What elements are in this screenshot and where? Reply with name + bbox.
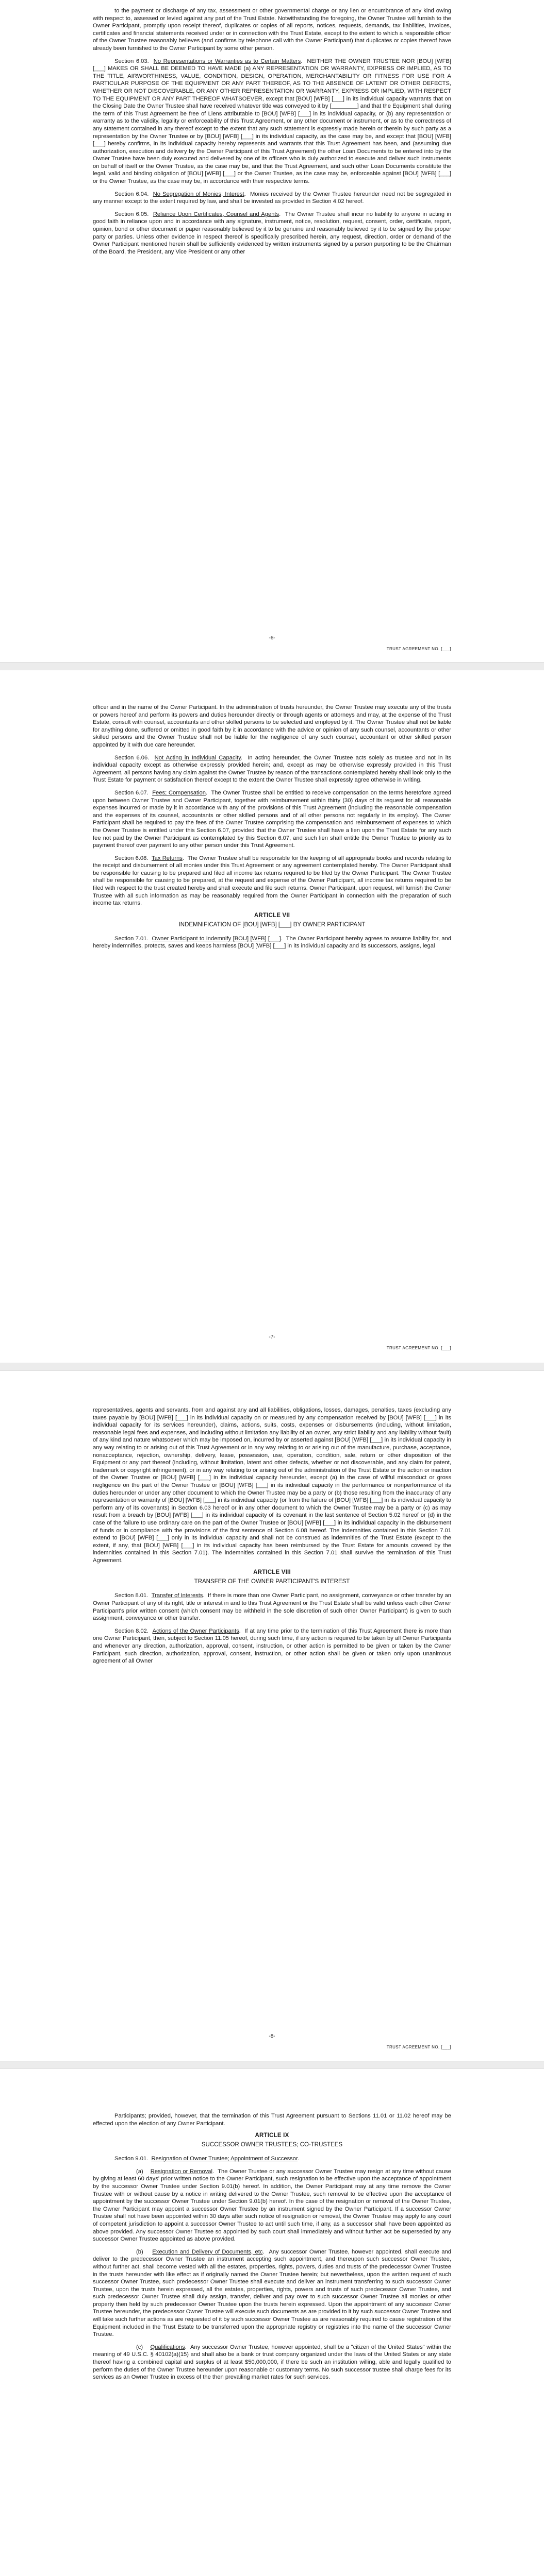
- subsection-text: Any successor Owner Trustee, however appointed, shall be a "citizen of the United States" within the meaning of 49 U.S.C. § 40102(a)(15) and shall also be a bank or trust company organized under the laws of the United States or any state thereof having a combined capital and surplus of at least $50,000,000, if there be such an institution willing, able and legally qualified to perform the duties of the Owner Trustee hereunder upon reasonable or customary terms. No such successor trustee shall charge fees for its services as an Owner Trustee in excess of the then prevailing market rates for such services.: [93, 2344, 452, 2381]
- section-title: Actions of the Owner Participants: [152, 1628, 239, 1634]
- article-title: ARTICLE IX: [255, 2132, 289, 2139]
- section-number: Section 6.07.: [114, 789, 149, 796]
- document-page-7: [0, 704, 544, 955]
- page-separator: [0, 1363, 544, 1371]
- section-text: Monies received by the Owner Trustee hereunder need not be segregated in any manner except to the extent required by law, and shall be invested as provided in Section 4.02 hereof.: [93, 191, 452, 205]
- page-number: -8-: [269, 2033, 275, 2039]
- subsection-label: (c): [136, 2344, 143, 2350]
- section-9-01: Section 9.01. Resignation of Owner Trustee; Appointment of Successor.: [114, 2156, 300, 2162]
- article-title: ARTICLE VIII: [253, 1569, 291, 1576]
- section-title: Not Acting in Individual Capacity: [154, 754, 241, 761]
- subsection-title: Qualifications: [150, 2344, 185, 2350]
- section-number: Section 6.05.: [114, 211, 149, 217]
- section-6-04: Section 6.04. No Segregation of Monies; Interest. Monies received by the Owner Trustee hereunder need not be segregated in any manner except to the extent required by law, and shall be invested as provided in Section 4.02 hereof.: [93, 191, 452, 205]
- section-title: Tax Returns: [152, 855, 183, 861]
- section-number: Section 9.01.: [114, 2156, 149, 2162]
- subsection-text: Any successor Owner Trustee, however appointed, shall execute and deliver to the predecessor Owner Trustee an instrument accepting such appointment, and thereupon such successor Owner Trustee, without further act, shall become vested with all the estates, properties, rights, powers, duties and trusts of the predecessor Owner Trustee in the trusts hereunder with like effect as if originally named the Owner Trustee herein; but nevertheless, upon the written request of such successor Owner Trustee, such predecessor Owner Trustee shall execute and deliver an instrument transferring to such successor Owner Trustee, upon the trusts herein expressed, all the estates, properties, rights, powers and trusts of such predecessor Owner Trustee, and such predecessor Owner Trustee shall duly assign, transfer, deliver and pay over to such successor Owner Trustee all monies or other property then held by such predecessor Owner Trustee upon the trusts herein expressed. Upon the appointment of any successor Owner Trustee hereunder, the predecessor Owner Trustee will execute such documents as are provided to it by such successor Owner Trustee and will take such further actions as are requested of it by such successor Owner Trustee as are reasonably required to cause registration of the Equipment included in the Trust Estate to be transferred upon the appropriate registry or registries into the name of the successor Owner Trustee.: [93, 2248, 451, 2338]
- page-separator: [0, 662, 544, 670]
- section-title: Reliance Upon Certificates, Counsel and Agents: [153, 211, 279, 217]
- subsection-label: (a): [136, 2168, 143, 2175]
- subsection-b: (b) Execution and Delivery of Documents, etc. Any successor Owner Trustee, however appointed, shall execute and deliver to the predecessor Owner Trustee an instrument accepting such appointment, and thereupon such successor Owner Trustee, without further act, shall become vested with all the estates, properties, rights, powers, duties and trusts of the predecessor Owner Trustee in the trusts hereunder with like effect as if originally named the Owner Trustee herein; but nevertheless, upon the written request of such successor Owner Trustee, such predecessor Owner Trustee shall execute and deliver an instrument transferring to such successor Owner Trustee, upon the trusts herein expressed, all the estates, properties, rights, powers and trusts of such predecessor Owner Trustee, and such predecessor Owner Trustee shall duly assign, transfer, deliver and pay over to such successor Owner Trustee all monies or other property then held by such predecessor Owner Trustee upon the trusts herein expressed. Upon the appointment of any successor Owner Trustee hereunder, the predecessor Owner Trustee will execute such documents as are provided to it by such successor Owner Trustee and will take such further actions as are requested of it by such successor Owner Trustee as are reasonably required to cause registration of the Equipment included in the Trust Estate to be transferred upon the appropriate registry or registries into the name of the successor Owner Trustee.: [93, 2248, 451, 2338]
- section-text: In acting hereunder, the Owner Trustee acts solely as trustee and not in its individual capacity except as otherwise expressly provided herein; and, except as may be otherwise expressly provided in this Trust Agreement, all persons having any claim against the Owner Trustee by reason of the transactions contemplated hereby shall look only to the Trust Estate for payment or satisfaction thereof except to the extent the Owner Trustee shall expressly agree otherwise in writing.: [93, 754, 451, 784]
- paragraph: to the payment or discharge of any tax, assessment or other governmental charge or any lien or encumbrance of any kind owing with respect to, assessed or levied against any part of the Trust Estate. Notwithstanding the foregoing, the Owner Trustee will furnish to the Owner Participant, promptly upon receipt thereof, duplicates or copies of all reports, notices, requests, demands, tax liabilities, invoices, certificates and financial statements received under or in connection with the Trust Estate, except to the extent to which a responsible officer of the Owner Trustee reasonably believes (and confirms by telephone call with the Owner Participant) that duplicates or copies thereof have already been furnished to the Owner Participant by some other person.: [93, 8, 451, 52]
- section-title: No Segregation of Monies; Interest: [153, 191, 244, 197]
- section-8-02: Section 8.02. Actions of the Owner Participants. If at any time prior to the termination of this Trust Agreement there is more than one Owner Participant, then, subject to Section 11.05 hereof, during such time, if any action is required to be taken by all Owner Participants and whenever any direction, authorization, approval, consent, instruction, or other action is permitted to be given or taken by the Owner Participant, such direction, authorization, approval, consent, instruction, or other action shall be given or taken only upon unanimous agreement of all Owner: [93, 1628, 451, 1665]
- section-text: The Owner Trustee shall be entitled to receive compensation on the terms heretofore agreed upon between Owner Trustee and Owner Participant, together with reimbursement within thirty (30) days of its request for all reasonable expenses incurred or made by it in accordance with any of the provisions of this Trust Agreement (including the reasonable compensation and the expenses of its counsel, accountants or other skilled persons and of all other persons not regularly in its employ). The Owner Participant shall be required to pay the fees of the Owner Trustee comprising the compensation and reimbursement of expenses to which the Owner Trustee is entitled under this Section 6.07, provided that the Owner Trustee shall have a lien upon the Trust Estate for any such fee not paid by the Owner Participant as contemplated by this Section 6.07, and such lien shall entitle the Owner Trustee to priority as to payment thereof over payment to any other person under this Trust Agreement.: [93, 789, 452, 849]
- paragraph: officer and in the name of the Owner Participant. In the administration of trusts hereunder, the Owner Trustee may execute any of the trusts or powers hereof and perform its powers and duties hereunder directly or through agents or attorneys and may, at the expense of the Trust Estate, consult with counsel, accountants and other skilled persons to be selected and employed by it. The Owner Trustee shall not be liable for anything done, suffered or omitted in good faith by it in accordance with the advice or opinion of any such counsel, accountants or other skilled persons and the Owner Trustee shall not be liable for the negligence of any such counsel, accountant or other skilled person appointed by it with due care hereunder.: [93, 704, 451, 748]
- section-text: NEITHER THE OWNER TRUSTEE NOR [BOU] [WFB] [___] MAKES OR SHALL BE DEEMED TO HAVE MADE (a) ANY REPRESENTATION OR WARRANTY, EXPRESS OR IMPLIED, AS TO THE TITLE, AIRWORTHINESS, VALUE, CONDITION, DESIGN, OPERATION, MERCHANTABILITY OR FITNESS FOR USE FOR A PARTICULAR PURPOSE OF THE EQUIPMENT OR ANY PART THEREOF, AS TO THE ABSENCE OF LATENT OR OTHER DEFECTS, WHETHER OR NOT DISCOVERABLE, OR ANY OTHER REPRESENTATION OR WARRANTY, EXPRESS OR IMPLIED, WITH RESPECT TO THE EQUIPMENT OR ANY PART THEREOF WHATSOEVER, except that [BOU] [WFB] [___] in its individual capacity warrants that on the Closing Date the Owner Trustee shall have received whatever title was conveyed to it by [________] and that the Equipment shall during the term of this Trust Agreement be free of Liens attributable to [BOU] [WFB] [___] in its individual capacity, or (b) any representation or warranty as to the validity, legality or enforceability of this Trust Agreement, or any other document or instrument, or as to the correctness of any statement contained in any thereof except to the extent that any such statement is expressly made herein or therein by such party as a representation by the Owner Trustee or by [BOU] [WFB] [___] in its individual capacity, as the case may be, and except that [BOU] [WFB] [___] hereby confirms, in its individual capacity hereby represents and warrants that this Trust Agreement has been, and (assuming due authorization, execution and delivery by the Owner Participant of this Trust Agreement) the other Loan Documents to be entered into by the Owner Trustee have been duly executed and delivered by one of its officers who is duly authorized to execute and deliver such instruments on behalf of itself or the Owner Trustee, as the case may be, and that the Trust Agreement, and such other Loan Documents constitute the legal, valid and binding obligation of [BOU] [WFB] [___] or the Owner Trustee, as the case may be, enforceable against [BOU] [WFB] [___] or the Owner Trustee, as the case may be, in accordance with their respective terms.: [93, 58, 452, 185]
- section-title: Owner Participant to Indemnify [BOU] [WFB] [___]: [152, 935, 281, 942]
- subsection-a: (a) Resignation or Removal. The Owner Trustee or any successor Owner Trustee may resign at any time without cause by giving at least 60 days' prior written notice to the Owner Participant, such resignation to be effective upon the acceptance of appointment by the successor Owner Trustee under Section 9.01(b) hereof. In addition, the Owner Participant may at any time remove the Owner Trustee with or without cause by a notice in writing delivered to the Owner Trustee, such removal to be effective upon the acceptance of appointment by the successor Owner Trustee under Section 9.01(b) hereof. In the case of the resignation or removal of the Owner Trustee, the Owner Participant may appoint a successor Owner Trustee by an instrument signed by the Owner Participant. If a successor Owner Trustee shall not have been appointed within 30 days after such notice of resignation or removal, the Owner Trustee may apply to any court of competent jurisdiction to appoint a successor Owner Trustee to act until such time, if any, as a successor shall have been appointed as above provided. Any successor Owner Trustee so appointed by such court shall immediately and without further act be superseded by any successor Owner Trustee appointed as above provided.: [93, 2168, 451, 2243]
- section-number: Section 8.01.: [114, 1592, 149, 1599]
- subsection-text: The Owner Trustee or any successor Owner Trustee may resign at any time without cause by giving at least 60 days' prior written notice to the Owner Participant, such resignation to be effective upon the acceptance of appointment by the successor Owner Trustee under Section 9.01(b) hereof. In addition, the Owner Participant may at any time remove the Owner Trustee with or without cause by a notice in writing delivered to the Owner Trustee, such removal to be effective upon the acceptance of appointment by the successor Owner Trustee under Section 9.01(b) hereof. In the case of the resignation or removal of the Owner Trustee, the Owner Participant may appoint a successor Owner Trustee by an instrument signed by the Owner Participant. If a successor Owner Trustee shall not have been appointed within 30 days after such notice of resignation or removal, the Owner Trustee may apply to any court of competent jurisdiction to appoint a successor Owner Trustee to act until such time, if any, as a successor shall have been appointed as above provided. Any successor Owner Trustee so appointed by such court shall immediately and without further act be superseded by any successor Owner Trustee appointed as above provided.: [93, 2168, 451, 2243]
- section-number: Section 6.03.: [114, 58, 149, 64]
- paragraph: Participants; provided, however, that the termination of this Trust Agreement pursuant to Sections 11.01 or 11.02 hereof may be effected upon the election of any Owner Participant.: [93, 2113, 451, 2127]
- document-page-9: [0, 2112, 544, 2386]
- document-page-6: [0, 7, 544, 261]
- section-8-01: Section 8.01. Transfer of Interests. If there is more than one Owner Participant, no assignment, conveyance or other transfer by an Owner Participant of any of its right, title or interest in and to this Trust Agreement or the Trust Estate shall be valid unless each other Owner Participant's prior written consent (which consent may be withheld in the sole discretion of such other Owner Participant) is given to such assignment, conveyance or other transfer.: [93, 1592, 452, 1622]
- document-page-8: [0, 1406, 544, 1670]
- section-text: The Owner Trustee shall incur no liability to anyone in acting in good faith in reliance upon and in accordance with any signature, instrument, notice, resolution, request, consent, order, certificate, report, opinion, bond or other document or paper reasonably believed by it to be genuine and reasonably believed by it to be signed by the proper party or parties. Unless other evidence in respect thereof is specifically prescribed herein, any request, direction, order or demand of the Owner Participant mentioned herein shall be sufficiently evidenced by written instruments signed by a person purporting to be the Chairman of the Board, the President, any Vice President or any other: [93, 211, 452, 255]
- footer-agreement-label: TRUST AGREEMENT NO. [___]: [386, 2045, 451, 2049]
- footer-agreement-label: TRUST AGREEMENT NO. [___]: [386, 1346, 451, 1350]
- section-6-07: Section 6.07. Fees; Compensation. The Owner Trustee shall be entitled to receive compensation on the terms heretofore agreed upon between Owner Trustee and Owner Participant, together with reimbursement within thirty (30) days of its request for all reasonable expenses incurred or made by it in accordance with any of the provisions of this Trust Agreement (including the reasonable compensation and the expenses of its counsel, accountants or other skilled persons and of all other persons not regularly in its employ). The Owner Participant shall be required to pay the fees of the Owner Trustee comprising the compensation and reimbursement of expenses to which the Owner Trustee is entitled under this Section 6.07, provided that the Owner Trustee shall have a lien upon the Trust Estate for any such fee not paid by the Owner Participant as contemplated by this Section 6.07, and such lien shall entitle the Owner Trustee to priority as to payment thereof over payment to any other person under this Trust Agreement.: [93, 789, 452, 849]
- section-text: The Owner Participant hereby agrees to assume liability for, and hereby indemnifies, protects, saves and keeps harmless [BOU] [WFB] [___] in its individual capacity and its successors, assigns, legal: [93, 935, 451, 950]
- article-title: ARTICLE VII: [254, 912, 290, 919]
- subsection-label: (b): [136, 2248, 143, 2255]
- section-title: Resignation of Owner Trustee; Appointment of Successor: [151, 2156, 298, 2162]
- page-separator: [0, 2061, 544, 2069]
- section-6-06: Section 6.06. Not Acting in Individual Capacity. In acting hereunder, the Owner Trustee acts solely as trustee and not in its individual capacity except as otherwise expressly provided herein; and, except as may be otherwise expressly provided in this Trust Agreement, all persons having any claim against the Owner Trustee by reason of the transactions contemplated hereby shall look only to the Trust Estate for payment or satisfaction thereof except to the extent the Owner Trustee shall expressly agree otherwise in writing.: [93, 754, 451, 784]
- paragraph: representatives, agents and servants, from and against any and all liabilities, obligations, losses, damages, penalties, taxes (excluding any taxes payable by [BOU] [WFB] [___] in its individual capacity on or measured by any compensation received by [BOU] [WFB] [___] in its individual capacity for its services hereunder), claims, actions, suits, costs, expenses or disbursements (including, without limitation, reasonable legal fees and expenses, and including without limitation any liability of an owner, any strict liability and any liability without fault) of any kind and nature whatsoever which may be imposed on, incurred by or asserted against [BOU] [WFB] [___] in its individual capacity in any way relating to or arising out of this Trust Agreement or in any way relating to or arising out of the manufacture, purchase, acceptance, nonacceptance, rejection, ownership, delivery, lease, possession, use, operation, condition, sale, return or other disposition of the Equipment or any part thereof (including, without limitation, latent and other defects, whether or not discoverable, and any claim for patent, trademark or copyright infringement), or in any way relating to or arising out of the administration of the Trust Estate or the action or inaction of the Owner Trustee or [BOU] [WFB] [___] in its individual capacity hereunder, except (a) in the case of willful misconduct or gross negligence on the part of the Owner Trustee or [BOU] [WFB] [___] in its individual capacity in the performance or nonperformance of its duties hereunder or under any other document to which the Owner Trustee may be a party or (b) those resulting from the inaccuracy of any representation or warranty of [BOU] [WFB] [___] in its individual capacity (or from the failure of [BOU] [WFB] [___] in its individual capacity to perform any of its covenants) in Section 6.03 hereof or in any other document to which the Owner Trustee may be a party or (c) as may result from a breach by [BOU] [WFB] [___] in its individual capacity of its covenant in the last sentence of Section 5.02 hereof or (d) in the case of the failure to use ordinary care on the part of the Owner Trustee or [BOU] [WFB] [___] in its individual capacity in the disbursement of funds or in compliance with the provisions of the first sentence of Section 6.08 hereof. The indemnities contained in this Section 7.01 extend to [BOU] [WFB] [___] only in its individual capacity and shall not be construed as indemnities of the Trust Estate (except to the extent, if any, that [BOU] [WFB] [___] in its individual capacity has been reimbursed by the Trust Estate for amounts covered by the indemnities contained in this Section 7.01). The indemnities contained in this Section 7.01 shall survive the termination of this Trust Agreement.: [93, 1407, 451, 1564]
- subsection-title: Resignation or Removal: [150, 2168, 212, 2175]
- article-subtitle: INDEMNIFICATION OF [BOU] [WFB] [___] BY OWNER PARTICIPANT: [178, 921, 366, 928]
- section-text: If at any time prior to the termination of this Trust Agreement there is more than one Owner Participant, then, subject to Section 11.05 hereof, during such time, if any action is required to be taken by all Owner Participants and whenever any direction, authorization, approval, consent, instruction, or other action is permitted to be given or taken by the Owner Participant, such direction, authorization, approval, consent, instruction, or other action shall be given or taken only upon unanimous agreement of all Owner: [93, 1628, 451, 1665]
- section-number: Section 7.01.: [114, 935, 149, 942]
- page-number: -7-: [269, 1334, 275, 1340]
- page-number: -6-: [269, 635, 275, 641]
- section-6-05: Section 6.05. Reliance Upon Certificates, Counsel and Agents. The Owner Trustee shall incur no liability to anyone in acting in good faith in reliance upon and in accordance with any signature, instrument, notice, resolution, request, consent, order, certificate, report, opinion, bond or other document or paper reasonably believed by it to be genuine and reasonably believed by it to be signed by the proper party or parties. Unless other evidence in respect thereof is specifically prescribed herein, any request, direction, order or demand of the Owner Participant mentioned herein shall be sufficiently evidenced by written instruments signed by a person purporting to be the Chairman of the Board, the President, any Vice President or any other: [93, 211, 452, 255]
- section-title: Transfer of Interests: [151, 1592, 203, 1599]
- section-6-08: Section 6.08. Tax Returns. The Owner Trustee shall be responsible for the keeping of all appropriate books and records relating to the receipt and disbursement of all monies under this Trust Agreement or any agreement contemplated hereby. The Owner Participant shall be responsible for causing to be prepared and filed all income tax returns required to be filed by the Owner Participant. The Owner Trustee shall be responsible for causing to be prepared, at the request and expense of the Owner Participant, all income tax returns required to be filed with respect to the trust created hereby and shall execute and file such returns. Owner Participant, upon request, will furnish the Owner Trustee with all such information as may be reasonably required from the Owner Participant in connection with the preparation of such income tax returns.: [93, 855, 451, 907]
- section-text: The Owner Trustee shall be responsible for the keeping of all appropriate books and records relating to the receipt and disbursement of all monies under this Trust Agreement or any agreement contemplated hereby. The Owner Participant shall be responsible for causing to be prepared and filed all income tax returns required to be filed by the Owner Participant. The Owner Trustee shall be responsible for causing to be prepared, at the request and expense of the Owner Participant, all income tax returns required to be filed with respect to the trust created hereby and shall execute and file such returns. Owner Participant, upon request, will furnish the Owner Trustee with all such information as may be reasonably required from the Owner Participant in connection with the preparation of such income tax returns.: [93, 855, 451, 907]
- section-number: Section 6.06.: [114, 754, 150, 761]
- section-number: Section 6.08.: [114, 855, 149, 861]
- section-title: Fees; Compensation: [152, 789, 206, 796]
- article-subtitle: SUCCESSOR OWNER TRUSTEES; CO-TRUSTEES: [201, 2142, 343, 2148]
- section-number: Section 8.02.: [114, 1628, 149, 1634]
- section-title: No Representations or Warranties as to Certain Matters: [153, 58, 301, 64]
- footer-agreement-label: TRUST AGREEMENT NO. [___]: [386, 647, 451, 651]
- section-6-03: Section 6.03. No Representations or Warranties as to Certain Matters. NEITHER THE OWNER TRUSTEE NOR [BOU] [WFB] [___] MAKES OR SHALL BE DEEMED TO HAVE MADE (a) ANY REPRESENTATION OR WARRANTY, EXPRESS OR IMPLIED, AS TO THE TITLE, AIRWORTHINESS, VALUE, CONDITION, DESIGN, OPERATION, MERCHANTABILITY OR FITNESS FOR USE FOR A PARTICULAR PURPOSE OF THE EQUIPMENT OR ANY PART THEREOF, AS TO THE ABSENCE OF LATENT OR OTHER DEFECTS, WHETHER OR NOT DISCOVERABLE, OR ANY OTHER REPRESENTATION OR WARRANTY, EXPRESS OR IMPLIED, WITH RESPECT TO THE EQUIPMENT OR ANY PART THEREOF WHATSOEVER, except that [BOU] [WFB] [___] in its individual capacity warrants that on the Closing Date the Owner Trustee shall have received whatever title was conveyed to it by [________] and that the Equipment shall during the term of this Trust Agreement be free of Liens attributable to [BOU] [WFB] [___] in its individual capacity, or (b) any representation or warranty as to the validity, legality or enforceability of this Trust Agreement, or any other document or instrument, or as to the correctness of any statement contained in any thereof except to the extent that any such statement is expressly made herein or therein by such party as a representation by the Owner Trustee or by [BOU] [WFB] [___] in its individual capacity, as the case may be, and except that [BOU] [WFB] [___] hereby confirms, in its individual capacity hereby represents and warrants that this Trust Agreement has been, and (assuming due authorization, execution and delivery by the Owner Participant of this Trust Agreement) the other Loan Documents to be entered into by the Owner Trustee have been duly executed and delivered by one of its officers who is duly authorized to execute and deliver such instruments on behalf of itself or the Owner Trustee, as the case may be, and that the Trust Agreement, and such other Loan Documents constitute the legal, valid and binding obligation of [BOU] [WFB] [___] or the Owner Trustee, as the case may be, enforceable against [BOU] [WFB] [___] or the Owner Trustee, as the case may be, in accordance with their respective terms.: [93, 58, 452, 185]
- article-subtitle: TRANSFER OF THE OWNER PARTICIPANT'S INTEREST: [194, 1579, 350, 1585]
- subsection-c: (c) Qualifications. Any successor Owner Trustee, however appointed, shall be a "citizen of the United States" within the meaning of 49 U.S.C. § 40102(a)(15) and shall also be a bank or trust company organized under the laws of the United States or any state thereof having a combined capital and surplus of at least $50,000,000, if there be such an institution willing, able and legally qualified to perform the duties of the Owner Trustee hereunder upon reasonable or customary terms. No such successor trustee shall charge fees for its services as an Owner Trustee in excess of the then prevailing market rates for such services.: [93, 2344, 452, 2381]
- subsection-title: Execution and Delivery of Documents, etc: [152, 2248, 263, 2255]
- section-number: Section 6.04.: [114, 191, 149, 197]
- section-7-01: Section 7.01. Owner Participant to Indemnify [BOU] [WFB] [___]. The Owner Participant hereby agrees to assume liability for, and hereby indemnifies, protects, saves and keeps harmless [BOU] [WFB] [___] in its individual capacity and its successors, assigns, legal: [93, 935, 451, 950]
- section-text: If there is more than one Owner Participant, no assignment, conveyance or other transfer by an Owner Participant of any of its right, title or interest in and to this Trust Agreement or the Trust Estate shall be valid unless each other Owner Participant's prior written consent (which consent may be withheld in the sole discretion of such other Owner Participant) is given to such assignment, conveyance or other transfer.: [93, 1592, 452, 1622]
